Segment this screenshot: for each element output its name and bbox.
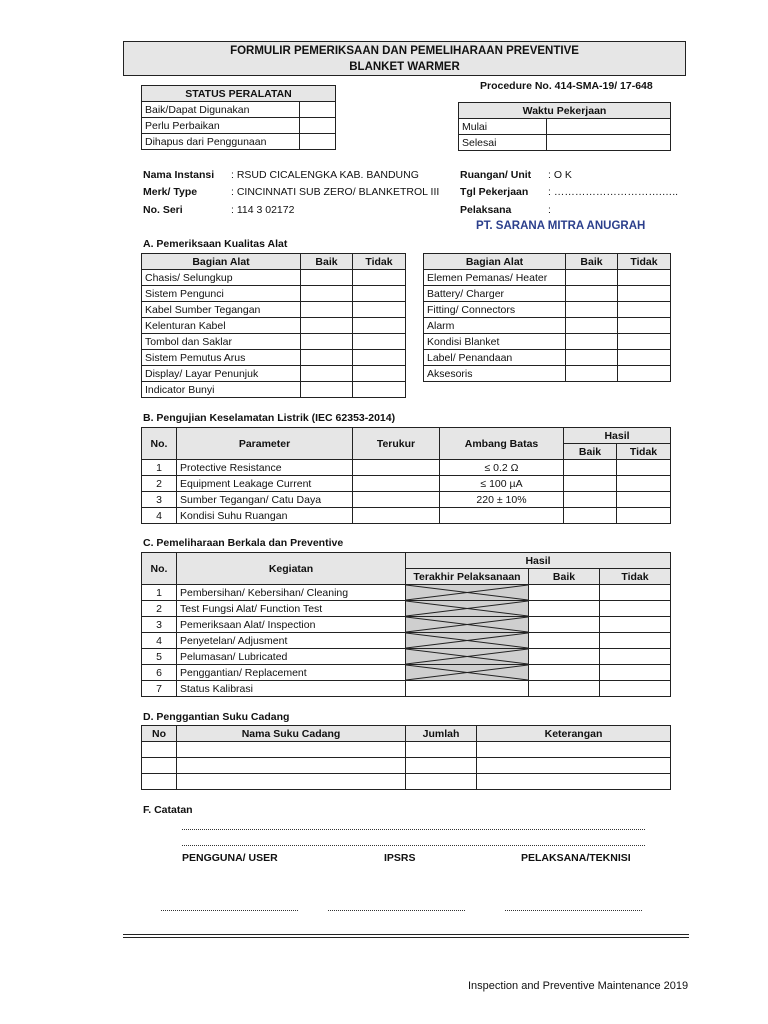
- tidak-cell[interactable]: [353, 334, 406, 350]
- waktu-pekerjaan-title: Waktu Pekerjaan: [459, 103, 671, 119]
- table-row: [142, 134, 336, 150]
- tidak-cell[interactable]: [353, 350, 406, 366]
- ambang-batas: ≤ 0.2 Ω: [440, 460, 564, 476]
- nama-cell[interactable]: [177, 758, 406, 774]
- keterangan-cell[interactable]: [477, 774, 671, 790]
- no-cell[interactable]: [142, 742, 177, 758]
- ambang-batas: ≤ 100 µA: [440, 476, 564, 492]
- no-cell[interactable]: [142, 774, 177, 790]
- tidak-cell[interactable]: [353, 318, 406, 334]
- jumlah-cell[interactable]: [406, 758, 477, 774]
- table-row: [424, 334, 671, 350]
- col-no: No: [142, 726, 177, 742]
- col-jumlah: Jumlah: [406, 726, 477, 742]
- col-kegiatan: Kegiatan: [177, 553, 406, 585]
- terukur-cell[interactable]: [353, 492, 440, 508]
- table-row: [142, 460, 671, 476]
- col-ambang-batas: Ambang Batas: [440, 428, 564, 460]
- bagian-alat: Alarm: [424, 318, 566, 334]
- table-row: [142, 681, 671, 697]
- row-no: 5: [142, 649, 177, 665]
- bagian-alat: Label/ Penandaan: [424, 350, 566, 366]
- form-title-line2: BLANKET WARMER: [349, 61, 460, 73]
- row-no: 2: [142, 476, 177, 492]
- mulai-field[interactable]: [547, 119, 671, 135]
- table-row: [142, 742, 671, 758]
- status-item: Dihapus dari Penggunaan: [142, 134, 300, 150]
- col-hasil: Hasil: [406, 553, 671, 569]
- col-bagian-alat: Bagian Alat: [142, 254, 301, 270]
- bagian-alat: Sistem Pemutus Arus: [142, 350, 301, 366]
- bagian-alat: Sistem Pengunci: [142, 286, 301, 302]
- signature-user-line[interactable]: [161, 910, 298, 911]
- baik-cell[interactable]: [566, 366, 618, 382]
- kegiatan: Pembersihan/ Kebersihan/ Cleaning: [177, 585, 406, 601]
- table-row: [142, 492, 671, 508]
- tidak-cell[interactable]: [600, 585, 671, 601]
- procedure-number: Procedure No. 414-SMA-19/ 17-648: [480, 80, 653, 92]
- table-row: [142, 665, 671, 681]
- terukur-cell[interactable]: [353, 460, 440, 476]
- bagian-alat: Elemen Pemanas/ Heater: [424, 270, 566, 286]
- ambang-batas: [440, 508, 564, 524]
- tidak-cell[interactable]: [618, 270, 671, 286]
- col-tidak: Tidak: [617, 444, 671, 460]
- row-no: 4: [142, 508, 177, 524]
- tidak-cell[interactable]: [618, 350, 671, 366]
- table-row: [424, 366, 671, 382]
- table-row: [142, 366, 406, 382]
- footer-rule: [123, 937, 689, 938]
- kegiatan: Pelumasan/ Lubricated: [177, 649, 406, 665]
- tidak-cell[interactable]: [617, 476, 671, 492]
- table-row: [142, 102, 336, 118]
- baik-cell[interactable]: [566, 302, 618, 318]
- parameter: Protective Resistance: [177, 460, 353, 476]
- tidak-cell[interactable]: [600, 601, 671, 617]
- form-title-line1: FORMULIR PEMERIKSAAN DAN PEMELIHARAAN PREVENTIVE: [230, 45, 579, 57]
- section-c-title: C. Pemeliharaan Berkala dan Preventive: [143, 537, 344, 549]
- table-row: [424, 350, 671, 366]
- baik-cell[interactable]: [566, 350, 618, 366]
- table-row: [142, 649, 671, 665]
- row-no: 4: [142, 633, 177, 649]
- tidak-cell[interactable]: [618, 366, 671, 382]
- bagian-alat: Battery/ Charger: [424, 286, 566, 302]
- baik-cell[interactable]: [301, 382, 353, 398]
- baik-cell[interactable]: [529, 617, 600, 633]
- jumlah-cell[interactable]: [406, 742, 477, 758]
- col-tidak: Tidak: [600, 569, 671, 585]
- row-no: 6: [142, 665, 177, 681]
- table-row: [142, 476, 671, 492]
- signature-ipsrs-line[interactable]: [328, 910, 465, 911]
- table-row: [142, 270, 406, 286]
- form-title: [123, 41, 686, 76]
- terukur-cell[interactable]: [353, 508, 440, 524]
- signature-user-label: PENGGUNA/ USER: [182, 852, 278, 864]
- tidak-cell[interactable]: [353, 286, 406, 302]
- nama-instansi-value: : RSUD CICALENGKA KAB. BANDUNG: [231, 169, 419, 181]
- col-baik: Baik: [566, 254, 618, 270]
- tgl-label: Tgl Pekerjaan: [460, 186, 529, 198]
- col-baik: Baik: [529, 569, 600, 585]
- table-row: [424, 302, 671, 318]
- baik-cell[interactable]: [301, 366, 353, 382]
- col-no: No.: [142, 428, 177, 460]
- signature-pelaksana-label: PELAKSANA/TEKNISI: [521, 852, 631, 864]
- selesai-field[interactable]: [547, 135, 671, 151]
- section-b-title: B. Pengujian Keselamatan Listrik (IEC 62353-2014): [143, 412, 396, 424]
- baik-cell[interactable]: [301, 302, 353, 318]
- tidak-cell[interactable]: [353, 382, 406, 398]
- jumlah-cell[interactable]: [406, 774, 477, 790]
- tgl-value: : ………………………….…..: [548, 186, 679, 198]
- tidak-cell[interactable]: [600, 617, 671, 633]
- table-row: [459, 135, 671, 151]
- row-no: 3: [142, 492, 177, 508]
- row-no: 3: [142, 617, 177, 633]
- baik-cell[interactable]: [564, 492, 617, 508]
- merk-label: Merk/ Type: [143, 186, 198, 198]
- crossed-out-cell: [406, 665, 529, 681]
- table-row: [424, 270, 671, 286]
- table-row: [459, 119, 671, 135]
- status-item: Perlu Perbaikan: [142, 118, 300, 134]
- col-baik: Baik: [564, 444, 617, 460]
- footer-text: Inspection and Preventive Maintenance 2019: [468, 980, 689, 992]
- bagian-alat: Aksesoris: [424, 366, 566, 382]
- col-no: No.: [142, 553, 177, 585]
- table-row: [424, 318, 671, 334]
- table-row: [142, 382, 406, 398]
- baik-cell[interactable]: [529, 601, 600, 617]
- table-row: [142, 350, 406, 366]
- table-row: [142, 334, 406, 350]
- status-peralatan-title: STATUS PERALATAN: [142, 86, 336, 102]
- section-a-left-table: [141, 253, 406, 398]
- bagian-alat: Chasis/ Selungkup: [142, 270, 301, 286]
- nama-instansi-label: Nama Instansi: [143, 169, 215, 181]
- crossed-out-cell: [406, 585, 529, 601]
- col-terakhir-pelaksanaan: Terakhir Pelaksanaan: [406, 569, 529, 585]
- seri-value: : 114 3 02172: [231, 204, 295, 216]
- bagian-alat: Tombol dan Saklar: [142, 334, 301, 350]
- col-tidak: Tidak: [618, 254, 671, 270]
- col-hasil: Hasil: [564, 428, 671, 444]
- parameter: Equipment Leakage Current: [177, 476, 353, 492]
- col-nama-suku-cadang: Nama Suku Cadang: [177, 726, 406, 742]
- parameter: Kondisi Suhu Ruangan: [177, 508, 353, 524]
- terakhir-pelaksanaan-cell[interactable]: [406, 681, 529, 697]
- col-keterangan: Keterangan: [477, 726, 671, 742]
- table-row: [142, 601, 671, 617]
- tidak-cell[interactable]: [617, 460, 671, 476]
- section-d-table: [141, 725, 671, 790]
- baik-cell[interactable]: [301, 350, 353, 366]
- baik-cell[interactable]: [564, 460, 617, 476]
- tidak-cell[interactable]: [600, 681, 671, 697]
- table-row: [142, 302, 406, 318]
- ambang-batas: 220 ± 10%: [440, 492, 564, 508]
- tidak-cell[interactable]: [618, 318, 671, 334]
- kegiatan: Penggantian/ Replacement: [177, 665, 406, 681]
- pelaksana-label: Pelaksana: [460, 204, 512, 216]
- baik-cell[interactable]: [301, 334, 353, 350]
- kegiatan: Pemeriksaan Alat/ Inspection: [177, 617, 406, 633]
- merk-value: : CINCINNATI SUB ZERO/ BLANKETROL III: [231, 186, 440, 198]
- no-cell[interactable]: [142, 758, 177, 774]
- tidak-cell[interactable]: [618, 302, 671, 318]
- kegiatan: Test Fungsi Alat/ Function Test: [177, 601, 406, 617]
- waktu-pekerjaan-table: [458, 102, 671, 151]
- section-a-title: A. Pemeriksaan Kualitas Alat: [143, 238, 288, 250]
- baik-cell[interactable]: [529, 665, 600, 681]
- waktu-label: Mulai: [459, 119, 547, 135]
- table-row: [142, 286, 406, 302]
- section-b-table: [141, 427, 671, 524]
- waktu-label: Selesai: [459, 135, 547, 151]
- ruangan-value: : O K: [548, 169, 572, 181]
- tidak-cell[interactable]: [618, 334, 671, 350]
- table-row: [142, 774, 671, 790]
- row-no: 1: [142, 585, 177, 601]
- parameter: Sumber Tegangan/ Catu Daya: [177, 492, 353, 508]
- section-f-title: F. Catatan: [143, 804, 193, 816]
- status-checkbox[interactable]: [300, 102, 336, 118]
- crossed-out-cell: [406, 617, 529, 633]
- baik-cell[interactable]: [564, 508, 617, 524]
- tidak-cell[interactable]: [353, 302, 406, 318]
- terukur-cell[interactable]: [353, 476, 440, 492]
- bagian-alat: Display/ Layar Penunjuk: [142, 366, 301, 382]
- section-d-title: D. Penggantian Suku Cadang: [143, 711, 290, 723]
- table-row: [142, 633, 671, 649]
- tidak-cell[interactable]: [600, 665, 671, 681]
- tidak-cell[interactable]: [353, 366, 406, 382]
- tidak-cell[interactable]: [617, 508, 671, 524]
- baik-cell[interactable]: [301, 318, 353, 334]
- col-terukur: Terukur: [353, 428, 440, 460]
- baik-cell[interactable]: [529, 649, 600, 665]
- status-checkbox[interactable]: [300, 118, 336, 134]
- crossed-out-cell: [406, 633, 529, 649]
- col-tidak: Tidak: [353, 254, 406, 270]
- baik-cell[interactable]: [301, 270, 353, 286]
- baik-cell[interactable]: [566, 318, 618, 334]
- crossed-out-cell: [406, 649, 529, 665]
- catatan-line[interactable]: [182, 845, 645, 846]
- status-checkbox[interactable]: [300, 134, 336, 150]
- baik-cell[interactable]: [529, 585, 600, 601]
- keterangan-cell[interactable]: [477, 742, 671, 758]
- bagian-alat: Kabel Sumber Tegangan: [142, 302, 301, 318]
- col-bagian-alat: Bagian Alat: [424, 254, 566, 270]
- signature-pelaksana-line[interactable]: [505, 910, 642, 911]
- baik-cell[interactable]: [301, 286, 353, 302]
- table-row: [142, 758, 671, 774]
- table-row: [142, 118, 336, 134]
- bagian-alat: Kelenturan Kabel: [142, 318, 301, 334]
- signature-ipsrs-label: IPSRS: [384, 852, 416, 864]
- tidak-cell[interactable]: [600, 649, 671, 665]
- footer-rule: [123, 934, 689, 935]
- baik-cell[interactable]: [529, 633, 600, 649]
- status-item: Baik/Dapat Digunakan: [142, 102, 300, 118]
- bagian-alat: Kondisi Blanket: [424, 334, 566, 350]
- table-row: [142, 585, 671, 601]
- tidak-cell[interactable]: [353, 270, 406, 286]
- nama-cell[interactable]: [177, 742, 406, 758]
- pelaksana-value: :: [548, 204, 551, 216]
- section-a-right-table: [423, 253, 671, 382]
- tidak-cell[interactable]: [617, 492, 671, 508]
- ruangan-label: Ruangan/ Unit: [460, 169, 532, 181]
- col-baik: Baik: [301, 254, 353, 270]
- col-parameter: Parameter: [177, 428, 353, 460]
- baik-cell[interactable]: [566, 270, 618, 286]
- baik-cell[interactable]: [566, 334, 618, 350]
- nama-cell[interactable]: [177, 774, 406, 790]
- table-row: [424, 286, 671, 302]
- baik-cell[interactable]: [566, 286, 618, 302]
- baik-cell[interactable]: [529, 681, 600, 697]
- bagian-alat: Fitting/ Connectors: [424, 302, 566, 318]
- seri-label: No. Seri: [143, 204, 183, 216]
- kegiatan: Penyetelan/ Adjusment: [177, 633, 406, 649]
- catatan-line[interactable]: [182, 829, 645, 830]
- company-name: PT. SARANA MITRA ANUGRAH: [476, 220, 646, 232]
- keterangan-cell[interactable]: [477, 758, 671, 774]
- section-c-table: [141, 552, 671, 697]
- tidak-cell[interactable]: [600, 633, 671, 649]
- crossed-out-cell: [406, 601, 529, 617]
- row-no: 1: [142, 460, 177, 476]
- bagian-alat: Indicator Bunyi: [142, 382, 301, 398]
- baik-cell[interactable]: [564, 476, 617, 492]
- row-no: 2: [142, 601, 177, 617]
- table-row: [142, 318, 406, 334]
- table-row: [142, 617, 671, 633]
- tidak-cell[interactable]: [618, 286, 671, 302]
- row-no: 7: [142, 681, 177, 697]
- status-peralatan-table: [141, 85, 336, 150]
- kegiatan: Status Kalibrasi: [177, 681, 406, 697]
- table-row: [142, 508, 671, 524]
